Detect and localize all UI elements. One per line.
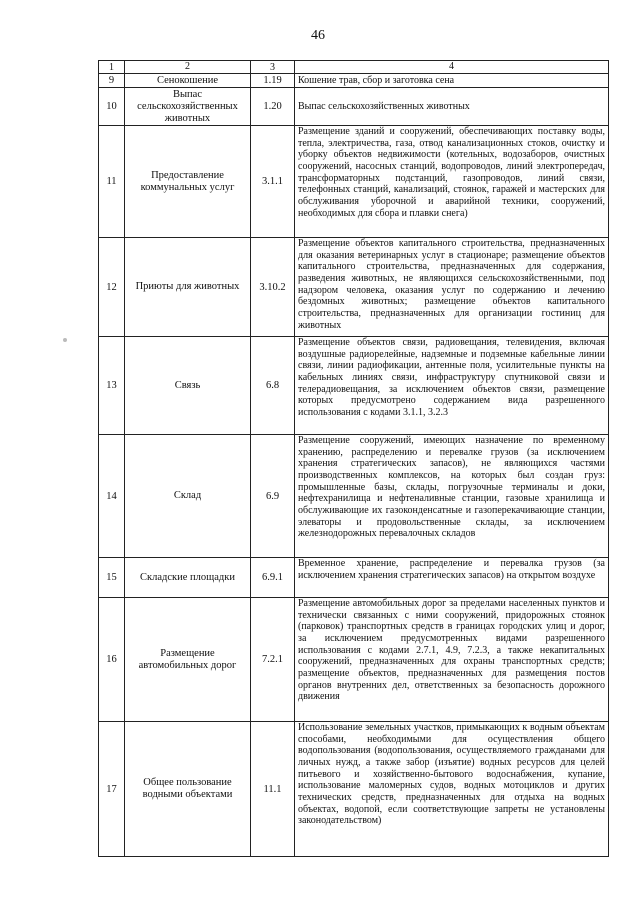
row-description: Размещение зданий и сооружений, обеспечивающих поставку воды, тепла, электричества, газа, отвод канализационных стоков, очистку и уборку объектов недвижимости (котельных, водозаборов, очистных сооружений, насосных станций, водопроводов, линий электропередач, трансформаторных подстанций, газопроводов, линий связи, телефонных станций, канализаций, стоянок, гаражей и мастерских для обслуживания уборочной и аварийной техники, сооружений, необходимых для сбора и плавки снега): [295, 126, 609, 238]
table-row: [99, 88, 609, 126]
row-description: Размещение сооружений, имеющих назначение по временному хранению, распределению и перевалке грузов (за исключением хранения стратегических запасов), не являющихся частями производственных комплексов, на которых был создан груз: промышленные базы, склады, погрузочные терминалы и доки, нефтехранилища и нефтеналивные станции, газовые хранилища и обслуживающие их газоконденсатные и газоперекачивающие станции, элеваторы и продовольственные склады, за исключением железнодорожных перевалочных складов: [295, 435, 609, 558]
row-description: Выпас сельскохозяйственных животных: [295, 88, 609, 126]
row-name: Складские площадки: [125, 558, 251, 598]
row-code: 1.20: [251, 88, 295, 126]
row-name: Общее пользование водными объектами: [125, 722, 251, 857]
row-description: Использование земельных участков, примыкающих к водным объектам способами, необходимыми для осуществления общего водопользования (водопользования, осуществляемого гражданами для личных нужд, а также забор (изъятие) водных ресурсов для целей питьевого и хозяйственно-бытового водоснабжения, купание, использование маломерных судов, водных мотоциклов и других технических средств, предназначенных для отдыха на водных объектах, водопой, если соответствующие запреты не установлены законодательством): [295, 722, 609, 857]
row-number: 12: [99, 238, 125, 337]
header-col-4: 4: [295, 61, 609, 74]
row-code: 11.1: [251, 722, 295, 857]
row-code: 3.10.2: [251, 238, 295, 337]
row-number: 16: [99, 598, 125, 722]
row-code: 1.19: [251, 74, 295, 88]
table-row: [99, 238, 609, 337]
row-number: 9: [99, 74, 125, 88]
table-header-row: [99, 61, 609, 74]
row-name: Склад: [125, 435, 251, 558]
row-name: Предоставление коммунальных услуг: [125, 126, 251, 238]
table-row: [99, 126, 609, 238]
row-code: 3.1.1: [251, 126, 295, 238]
row-code: 6.8: [251, 337, 295, 435]
table-row: [99, 74, 609, 88]
header-col-1: 1: [99, 61, 125, 74]
table-row: [99, 435, 609, 558]
land-use-table: [98, 60, 609, 857]
page-number: 46: [311, 28, 325, 43]
row-code: 6.9.1: [251, 558, 295, 598]
scan-mark: [63, 338, 67, 342]
table-row: [99, 722, 609, 857]
row-description: Кошение трав, сбор и заготовка сена: [295, 74, 609, 88]
header-col-2: 2: [125, 61, 251, 74]
table-row: [99, 558, 609, 598]
row-name: Связь: [125, 337, 251, 435]
row-name: Приюты для животных: [125, 238, 251, 337]
row-description: Размещение объектов капитального строительства, предназначенных для оказания ветеринарных услуг в стационаре; размещение объектов капитального строительства, предназначенных для содержания, разведения животных, не являющихся сельскохозяйственными, под надзором человека, оказания услуг по содержанию и лечению бездомных животных; размещение объектов капитального строительства, предназначенных для организации гостиниц для животных: [295, 238, 609, 337]
table-row: [99, 598, 609, 722]
row-number: 11: [99, 126, 125, 238]
row-description: Временное хранение, распределение и перевалка грузов (за исключением хранения стратегических запасов) на открытом воздухе: [295, 558, 609, 598]
row-number: 14: [99, 435, 125, 558]
row-code: 7.2.1: [251, 598, 295, 722]
table-row: [99, 337, 609, 435]
row-number: 17: [99, 722, 125, 857]
row-name: Размещение автомобильных дорог: [125, 598, 251, 722]
row-name: Выпас сельскохозяйственных животных: [125, 88, 251, 126]
row-number: 10: [99, 88, 125, 126]
row-number: 15: [99, 558, 125, 598]
row-description: Размещение объектов связи, радиовещания, телевидения, включая воздушные радиорелейные, надземные и подземные кабельные линии связи, линии радиофикации, антенные поля, усилительные пункты на кабельных линиях связи, инфраструктуру спутниковой связи и телерадиовещания, за исключением объектов связи, размещение которых предусмотрено содержанием вида разрешенного использования с кодами 3.1.1, 3.2.3: [295, 337, 609, 435]
row-description: Размещение автомобильных дорог за пределами населенных пунктов и технически связанных с ними сооружений, придорожных стоянок (парковок) транспортных средств в границах городских улиц и дорог, за исключением предусмотренных видами разрешенного использования с кодами 2.7.1, 4.9, 7.2.3, а также некапитальных сооружений, предназначенных для охраны транспортных средств; размещение объектов, предназначенных для размещения постов органов внутренних дел, ответственных за безопасность дорожного движения: [295, 598, 609, 722]
row-number: 13: [99, 337, 125, 435]
row-code: 6.9: [251, 435, 295, 558]
row-name: Сенокошение: [125, 74, 251, 88]
header-col-3: 3: [251, 61, 295, 74]
